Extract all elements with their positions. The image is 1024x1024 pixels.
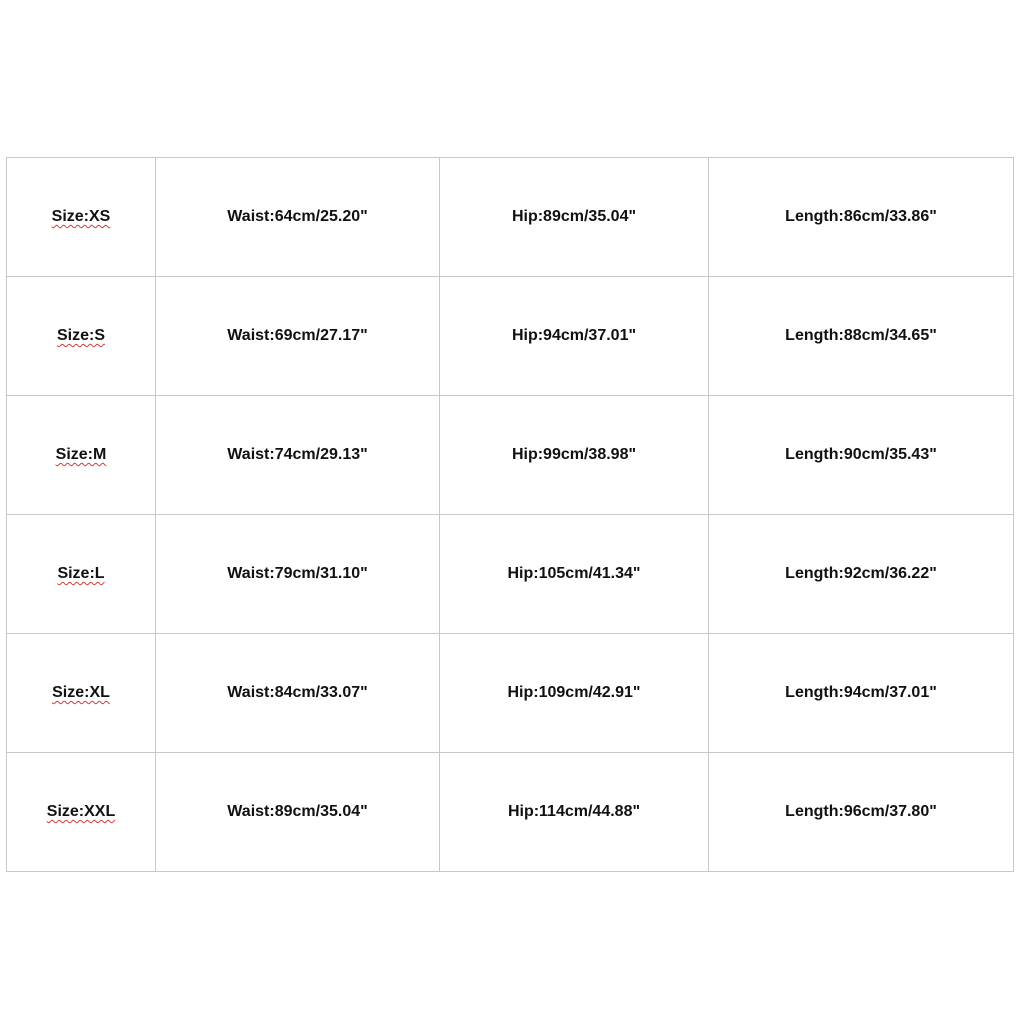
hip-cell: Hip:114cm/44.88" bbox=[440, 753, 709, 872]
length-cell: Length:94cm/37.01" bbox=[709, 634, 1014, 753]
size-cell bbox=[7, 753, 156, 872]
table-row bbox=[7, 396, 1014, 515]
size-label: Size:L bbox=[57, 565, 105, 582]
size-label: Size:XS bbox=[51, 208, 111, 225]
length-cell: Length:90cm/35.43" bbox=[709, 396, 1014, 515]
size-cell bbox=[7, 634, 156, 753]
waist-cell: Waist:74cm/29.13" bbox=[156, 396, 440, 515]
table-row bbox=[7, 515, 1014, 634]
waist-cell: Waist:89cm/35.04" bbox=[156, 753, 440, 872]
size-label: Size:M bbox=[55, 446, 107, 463]
size-label: Size:XXL bbox=[46, 803, 116, 820]
hip-cell: Hip:94cm/37.01" bbox=[440, 277, 709, 396]
hip-cell: Hip:109cm/42.91" bbox=[440, 634, 709, 753]
hip-cell: Hip:105cm/41.34" bbox=[440, 515, 709, 634]
waist-cell: Waist:84cm/33.07" bbox=[156, 634, 440, 753]
length-cell: Length:88cm/34.65" bbox=[709, 277, 1014, 396]
hip-cell: Hip:99cm/38.98" bbox=[440, 396, 709, 515]
size-label: Size:XL bbox=[52, 684, 110, 701]
size-cell bbox=[7, 515, 156, 634]
waist-cell: Waist:69cm/27.17" bbox=[156, 277, 440, 396]
table-row bbox=[7, 753, 1014, 872]
length-cell: Length:86cm/33.86" bbox=[709, 158, 1014, 277]
hip-cell: Hip:89cm/35.04" bbox=[440, 158, 709, 277]
size-label: Size:S bbox=[56, 327, 105, 344]
length-cell: Length:96cm/37.80" bbox=[709, 753, 1014, 872]
table-row bbox=[7, 634, 1014, 753]
table-row bbox=[7, 158, 1014, 277]
size-chart-table bbox=[6, 157, 1014, 872]
size-cell bbox=[7, 277, 156, 396]
size-cell bbox=[7, 396, 156, 515]
length-cell: Length:92cm/36.22" bbox=[709, 515, 1014, 634]
size-cell bbox=[7, 158, 156, 277]
table-row bbox=[7, 277, 1014, 396]
waist-cell: Waist:79cm/31.10" bbox=[156, 515, 440, 634]
waist-cell: Waist:64cm/25.20" bbox=[156, 158, 440, 277]
